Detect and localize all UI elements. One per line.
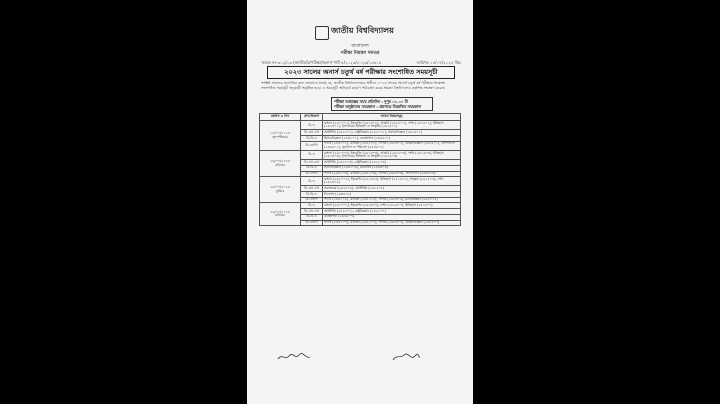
row-date <box>260 203 301 226</box>
memo-number: স্মারক নং-৩০২/১৩ (জাতীয়বি/পরীক্ষা/অনার্স পার্ট-৪/২০২৩/২০২৩/১৩৪১৪ <box>261 60 382 65</box>
row-unit: বি.এ <box>301 203 323 209</box>
day-text: রবিবার <box>275 162 285 167</box>
row-unit: বি.এসসি <box>301 171 323 177</box>
row-date <box>260 150 301 176</box>
row-unit: বি.বি.এ <box>301 165 323 171</box>
row-unit: বি.এসসি <box>301 141 323 150</box>
row-unit: বি.এস.এস <box>301 160 323 166</box>
day-text: বৃহস্পতিবার <box>272 134 288 139</box>
signature-right <box>391 352 421 362</box>
header-unit: গ্রুপ/বিভাগ <box>301 114 323 121</box>
header-subjects: অথবা বিষয়সমূহ <box>323 114 461 121</box>
header-date: তারিখ ও দিন <box>260 114 301 121</box>
row-unit: বি.এ <box>301 121 323 130</box>
row-subjects: বাংলা (২৪১০০৭), ইংরেজি (২৪১৩০৭), দর্শন (২৪১৬০৭), ইতিহাস (২৪১৪০৭) <box>323 203 461 209</box>
intro-paragraph: সংশ্লিষ্ট সকলের অবগতির জন্য জানানো যাচ্ছে যে, জাতীয় বিশ্ববিদ্যালয়ের অধীনে ২০২৩ সালের অনার্স চতুর্থ বর্ষ পরীক্ষার নিম্নোক্ত সংশোধিত সময়সূচী অনুযায়ী অনুষ্ঠিত হবে। এ সময়সূচী অনিবার্য কারণে পরিবর্তন করার ক্ষমতা বিশ্ববিদ্যালয় কর্তৃপক্ষ সংরক্ষণ করেন। <box>261 81 446 91</box>
row-subjects: পদার্থ (২৪৪১০৭), রসায়ন (২৪৪২০৭), গণিত (২৪৪৩০৭), উদ্ভিদবিজ্ঞান (২৪৪৫০৭) <box>323 220 461 226</box>
row-unit: বি.বি.এ <box>301 192 323 198</box>
institution-name: জাতীয় বিশ্ববিদ্যালয় <box>331 26 394 35</box>
row-subjects: ফিন্যান্স (২৪৩৪০৫) <box>323 192 461 198</box>
university-logo-icon <box>315 26 329 40</box>
row-subjects: পদার্থ (২৪৪১০৫), রসায়ন (২৪৪২০৫), গণিত (২৪৪৩০৫), মনোবিজ্ঞান (২৪৪৭০৫) <box>323 197 461 203</box>
country-name: বাংলাদেশ <box>351 44 369 49</box>
row-subjects: বাংলা (২৪১০০১), ইংরেজি (২৪১৩০১), আরবি (২৪১৮০১), দর্শন (২৪১৬০১), ইতিহাস (২৪১৪০১), ইসলামের ইতিহাস ও সংস্কৃতি (২৪১৯০১) <box>323 121 461 130</box>
exam-duration: পরীক্ষা অনুষ্ঠানের সময়কাল : প্রশ্নপত্রে উল্লেখিত সময়কাল <box>334 104 421 109</box>
day-text: বুধবার <box>275 188 285 193</box>
row-date <box>260 121 301 151</box>
memo-date: তারিখঃ ১৪/০৭/২০২৪ খ্রিঃ <box>416 60 461 65</box>
date-text: ১৮/০৭/২০২৪ <box>270 131 290 136</box>
table-row <box>260 177 461 186</box>
row-unit: বি.এসসি <box>301 197 323 203</box>
table-row <box>260 150 461 159</box>
exam-start-time: পরীক্ষা আরম্ভের সময় প্রতিদিন : দুপুর ০১.০০ টা <box>334 99 408 104</box>
document-page <box>247 0 473 404</box>
row-unit: বি.এস.এস <box>301 186 323 192</box>
exam-time-note <box>331 97 433 111</box>
row-unit: বি.বি.এ <box>301 136 323 142</box>
row-unit: বি.এসসি <box>301 220 323 226</box>
row-subjects: পদার্থ (২৪৪১০৩), রসায়ন (২৪৪২০৩), গণিত (২৪৪৩০৩), প্রাণিবিদ্যা (২৪৪৬০৩) <box>323 171 461 177</box>
row-subjects: হিসাববিজ্ঞান (২৪৩১০১), ব্যবস্থাপনা (২৪৩২০১) <box>323 136 461 142</box>
row-date <box>260 177 301 203</box>
row-subjects: অর্থনীতি (২৪২২০৩), রাষ্ট্রবিজ্ঞান (২৪২১০৩) <box>323 160 461 166</box>
signature-left <box>277 352 311 362</box>
page-title: ২০২৩ সালের অনার্স চতুর্থ বর্ষ পরীক্ষার সংশোধিত সময়সূচী <box>267 66 455 79</box>
row-unit: বি.এস.এস <box>301 209 323 215</box>
date-text: ২৯/০৭/২০২৪ <box>270 209 290 214</box>
row-subjects: বাংলা (২৪১০০৩), ইংরেজি (২৪১৩০৩), আরবি (২৪১৮০৩), দর্শন (২৪১৬০৩), ইতিহাস (২৪১৪০৩), ইসলামের ইতিহাস ও সংস্কৃতি (২৪১৯০৩) <box>323 150 461 159</box>
row-unit: বি.বি.এ <box>301 214 323 220</box>
row-subjects: ব্যবস্থাপনা (২৪৩২০৭) <box>323 214 461 220</box>
row-unit: বি.এস.এস <box>301 130 323 136</box>
row-subjects: অর্থনীতি (২৪২২০১), রাষ্ট্রবিজ্ঞান (২৪২১০১), সমাজবিজ্ঞান (২৪২৫০১) <box>323 130 461 136</box>
row-subjects: অর্থনীতি (২৪২২০৭), রাষ্ট্রবিজ্ঞান (২৪২১০৭) <box>323 209 461 215</box>
row-subjects: হিসাববিজ্ঞান (২৪৩১০৩), মার্কেটিং (২৪৩৩০৩) <box>323 165 461 171</box>
row-subjects: সমাজকর্ম (২৪২৪০৫), অর্থনীতি (২৪২২০৫) <box>323 186 461 192</box>
day-text: রবিবার <box>275 213 285 218</box>
row-subjects: বাংলা (২৪১০০৫), ইংরেজি (২৪১৩০৫), ইতিহাস (২৪১৪০৫), সংস্কৃত (২৪১৫০৫), দর্শন (২৪১৬০৫) <box>323 177 461 186</box>
row-unit: বি.এ <box>301 177 323 186</box>
table-row <box>260 121 461 130</box>
office-name: পরীক্ষা নিয়ন্ত্রণ দফতর <box>340 51 380 56</box>
row-subjects: পদার্থ (২৪৪১০১), রসায়ন (২৪৪২০১), গণিত (২৪৪৩০১), উদ্ভিদবিজ্ঞান (২৪৪৫০১), প্রাণিবিদ্যা (২৪৪৬০১), ভূগোল ও পরিবেশ (২৪৪৮০১) <box>323 141 461 150</box>
date-text: ২৪/০৭/২০২৪ <box>270 159 290 164</box>
date-text: ২৮/০৭/২০২৪ <box>270 185 290 190</box>
schedule-table <box>259 113 461 226</box>
row-unit: বি.এ <box>301 150 323 159</box>
